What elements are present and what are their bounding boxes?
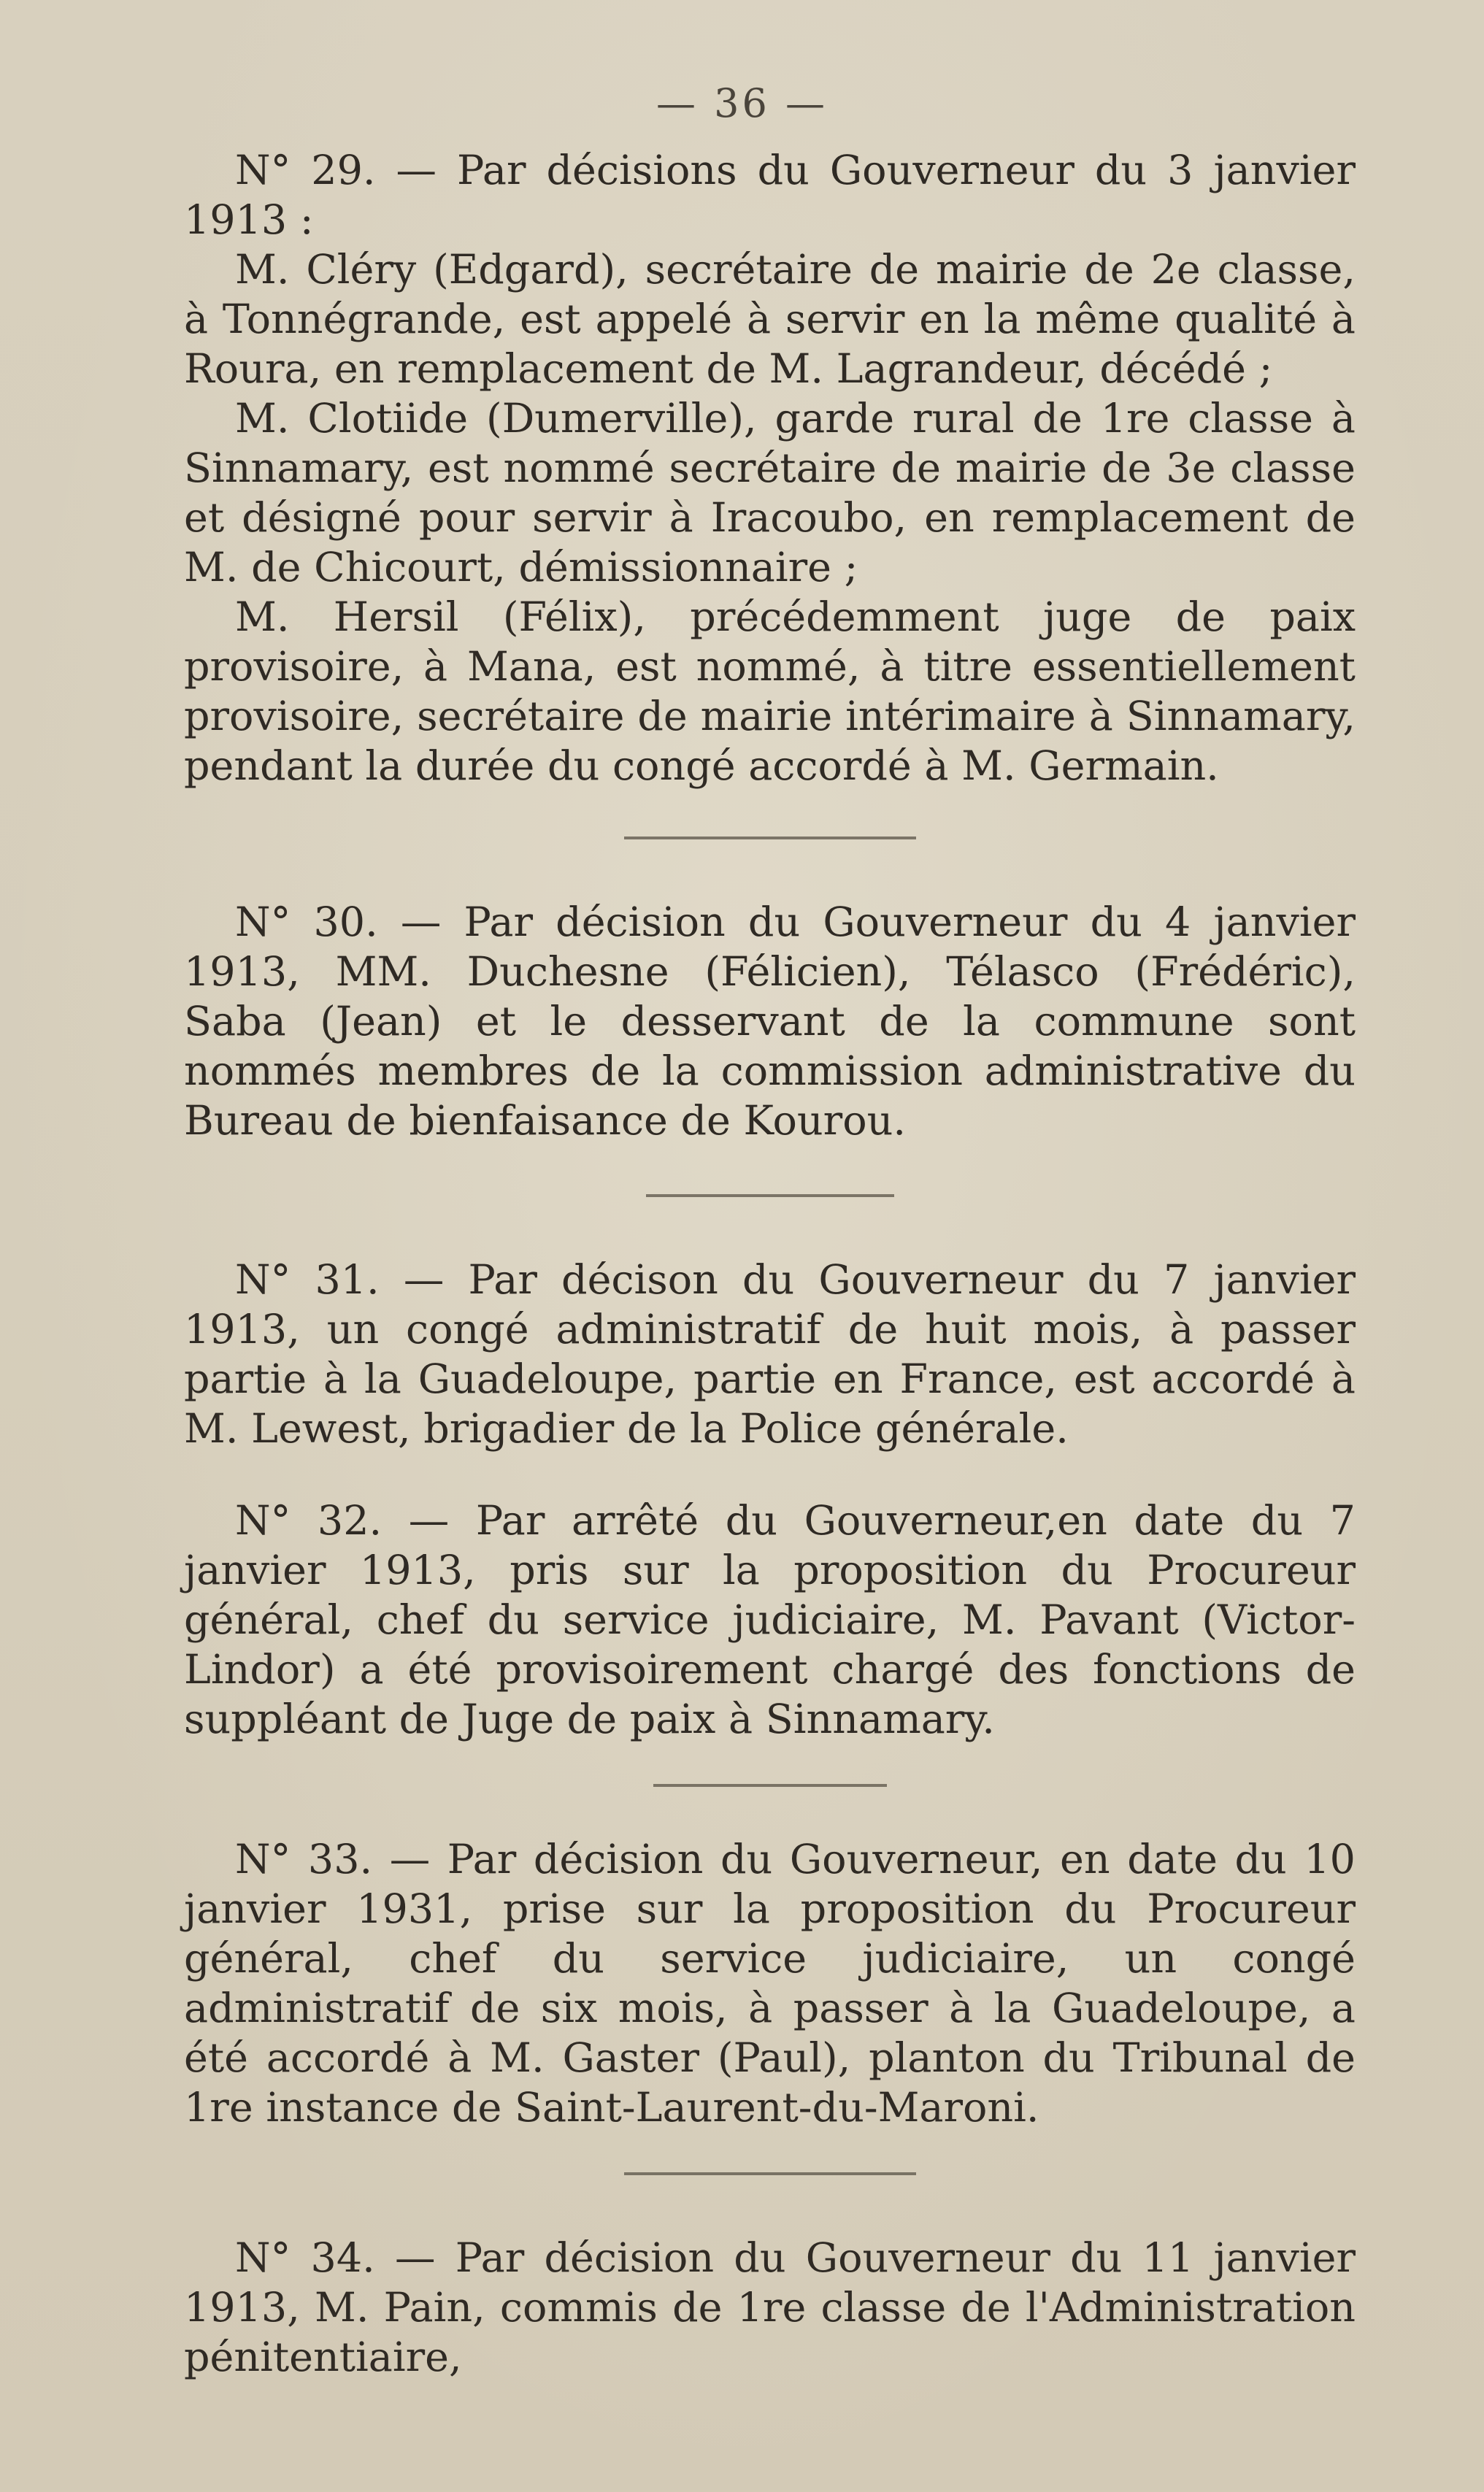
entry-29 (184, 146, 1356, 791)
entry-31-paragraph: N° 31. — Par décison du Gouverneur du 7 janvier 1913, un congé administratif de huit mois, à passer partie à la Guadeloupe, partie en France, est accordé à M. Lewest, brigadier de la Police générale. (184, 1256, 1356, 1453)
entry-33 (184, 1835, 1356, 2133)
entry-32-paragraph: N° 32. — Par arrêté du Gouverneur,en date du 7 janvier 1913, pris sur la proposition du Procureur général, chef du service judiciaire, M. Pavant (Victor-Lindor) a été provisoirement chargé des fonctions de suppléant de Juge de paix à Sinnamary. (184, 1497, 1356, 1743)
entry-29-paragraph-hersil: M. Hersil (Félix), précédemment juge de paix provisoire, à Mana, est nommé, à titre essentiellement provisoire, secrétaire de mairie intérimaire à Sinnamary, pendant la durée du congé accordé à M. Germain. (184, 593, 1356, 790)
entry-29-heading: N° 29. — Par décisions du Gouverneur du 3 janvier 1913 : (184, 147, 1356, 244)
entry-30-paragraph: N° 30. — Par décision du Gouverneur du 4 janvier 1913, MM. Duchesne (Félicien), Télasco (Frédéric), Saba (Jean) et le desservant de la commune sont nommés membres de la commission administrative du Bureau de bienfaisance de Kourou. (184, 899, 1356, 1145)
entry-29-paragraph-clery: M. Cléry (Edgard), secrétaire de mairie de 2e classe, à Tonnégrande, est appelé à servir en la même qualité à Roura, en remplacement de M. Lagrandeur, décédé ; (184, 246, 1356, 393)
text-column (184, 146, 1356, 2383)
section-divider (653, 1784, 887, 1787)
section-divider (624, 2172, 916, 2175)
entry-29-paragraph-clotiide: M. Clotiide (Dumerville), garde rural de 1re classe à Sinnamary, est nommé secrétaire de mairie de 3e classe et désigné pour servir à Iracoubo, en remplacement de M. de Chicourt, démissionnaire ; (184, 395, 1356, 591)
entry-34-paragraph: N° 34. — Par décision du Gouverneur du 11 janvier 1913, M. Pain, commis de 1re classe de l'Administration pénitentiaire, (184, 2234, 1356, 2381)
entry-30 (184, 898, 1356, 1146)
entry-34 (184, 2234, 1356, 2383)
entry-31 (184, 1255, 1356, 1454)
entry-32 (184, 1496, 1356, 1745)
section-divider (624, 837, 916, 839)
page-number: — 36 — (656, 80, 828, 126)
section-divider (646, 1194, 894, 1197)
entry-33-paragraph: N° 33. — Par décision du Gouverneur, en date du 10 janvier 1931, prise sur la proposition du Procureur général, chef du service judiciaire, un congé administratif de six mois, à passer à la Guadeloupe, a été accordé à M. Gaster (Paul), planton du Tribunal de 1re instance de Saint-Laurent-du-Maroni. (184, 1836, 1356, 2131)
